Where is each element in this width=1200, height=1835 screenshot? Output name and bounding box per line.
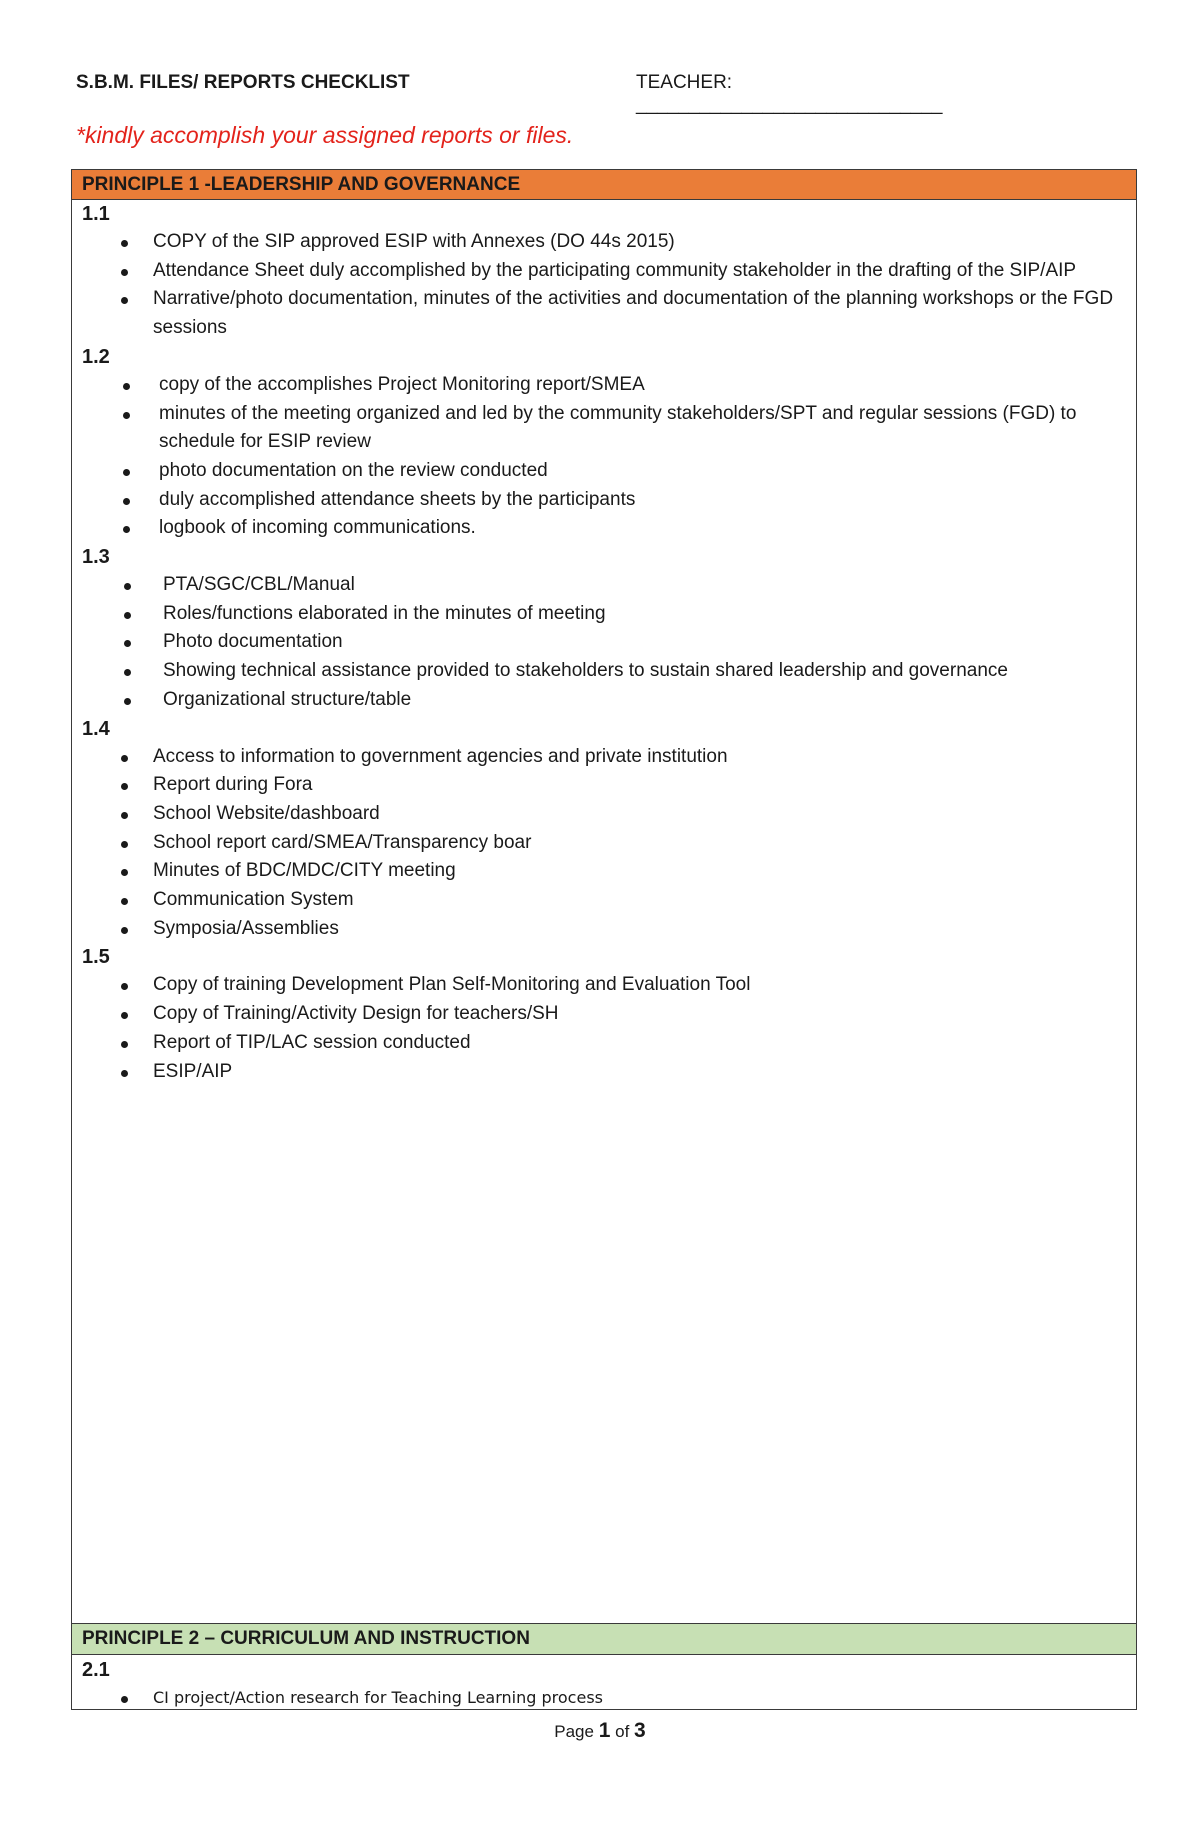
bullet-icon — [121, 1696, 128, 1703]
bullet-icon — [121, 1070, 128, 1077]
section-number: 1.5 — [82, 946, 110, 969]
list-item: CI project/Action research for Teaching Learning process — [72, 1684, 1136, 1713]
list-item: Copy of training Development Plan Self-Monitoring and Evaluation Tool — [72, 971, 1136, 1000]
section-1-4-list — [72, 743, 1136, 944]
bullet-icon — [121, 755, 128, 762]
list-item: Access to information to government agencies and private institution — [72, 743, 1136, 772]
checklist-table — [71, 169, 1137, 1710]
bullet-icon — [121, 1041, 128, 1048]
bullet-icon — [123, 469, 130, 476]
principle-2-header: PRINCIPLE 2 – CURRICULUM AND INSTRUCTION — [72, 1623, 1136, 1655]
bullet-icon — [124, 698, 131, 705]
page-word: Page — [554, 1722, 594, 1741]
list-item: Narrative/photo documentation, minutes of the activities and documentation of the planning workshops or the FGD sessions — [72, 285, 1136, 342]
bullet-icon — [123, 498, 130, 505]
list-item: PTA/SGC/CBL/Manual — [72, 571, 1136, 600]
bullet-icon — [121, 1012, 128, 1019]
bullet-icon — [121, 983, 128, 990]
list-item: Attendance Sheet duly accomplished by the participating community stakeholder in the drafting of the SIP/AIP — [72, 257, 1136, 286]
list-item: School report card/SMEA/Transparency boar — [72, 829, 1136, 858]
bullet-icon — [121, 297, 128, 304]
principle-2-content — [72, 1656, 1136, 1713]
section-1-5-list — [72, 971, 1136, 1086]
list-item: Report of TIP/LAC session conducted — [72, 1029, 1136, 1058]
list-item: Showing technical assistance provided to stakeholders to sustain shared leadership and governance — [72, 657, 1136, 686]
list-item: duly accomplished attendance sheets by the participants — [72, 486, 1136, 515]
bullet-icon — [121, 783, 128, 790]
principle-1-content — [72, 200, 1136, 1086]
list-item: Minutes of BDC/MDC/CITY meeting — [72, 857, 1136, 886]
section-number: 1.3 — [82, 546, 110, 569]
list-item: COPY of the SIP approved ESIP with Annexes (DO 44s 2015) — [72, 228, 1136, 257]
of-word: of — [615, 1722, 630, 1741]
bullet-icon — [124, 669, 131, 676]
bullet-icon — [123, 383, 130, 390]
bullet-icon — [123, 412, 130, 419]
section-1-1-list — [72, 228, 1136, 343]
bullet-icon — [121, 240, 128, 247]
section-2-1-list — [72, 1684, 1136, 1713]
list-item: photo documentation on the review conducted — [72, 457, 1136, 486]
bullet-icon — [124, 583, 131, 590]
list-item: logbook of incoming communications. — [72, 514, 1136, 543]
list-item: School Website/dashboard — [72, 800, 1136, 829]
bullet-icon — [121, 841, 128, 848]
section-1-2-list — [72, 371, 1136, 543]
section-number: 1.2 — [82, 345, 110, 368]
bullet-icon — [121, 927, 128, 934]
bullet-icon — [123, 526, 130, 533]
section-number: 1.4 — [82, 717, 110, 740]
list-item: Symposia/Assemblies — [72, 915, 1136, 944]
list-item: minutes of the meeting organized and led by the community stakeholders/SPT and regular sessions (FGD) to schedule for ESIP review — [72, 400, 1136, 457]
instruction-note: *kindly accomplish your assigned reports or files. — [76, 122, 574, 148]
document-title: S.B.M. FILES/ REPORTS CHECKLIST — [76, 72, 410, 93]
teacher-field: TEACHER: _____________________________ — [636, 72, 943, 115]
list-item: Roles/functions elaborated in the minutes of meeting — [72, 600, 1136, 629]
principle-1-header: PRINCIPLE 1 -LEADERSHIP AND GOVERNANCE — [72, 170, 1136, 200]
bullet-icon — [121, 269, 128, 276]
bullet-icon — [121, 812, 128, 819]
page-footer — [0, 1719, 1200, 1743]
section-number: 2.1 — [82, 1659, 110, 1681]
bullet-icon — [121, 898, 128, 905]
current-page-number: 1 — [598, 1719, 611, 1742]
list-item: Organizational structure/table — [72, 686, 1136, 715]
list-item: copy of the accomplishes Project Monitoring report/SMEA — [72, 371, 1136, 400]
document-header — [76, 72, 1036, 115]
bullet-icon — [124, 640, 131, 647]
section-1-3-list — [72, 571, 1136, 715]
total-pages-number: 3 — [634, 1719, 646, 1742]
bullet-icon — [121, 869, 128, 876]
section-number: 1.1 — [82, 203, 110, 225]
list-item: ESIP/AIP — [72, 1058, 1136, 1087]
bullet-icon — [124, 612, 131, 619]
list-item: Report during Fora — [72, 771, 1136, 800]
list-item: Communication System — [72, 886, 1136, 915]
list-item: Photo documentation — [72, 628, 1136, 657]
list-item: Copy of Training/Activity Design for teachers/SH — [72, 1000, 1136, 1029]
